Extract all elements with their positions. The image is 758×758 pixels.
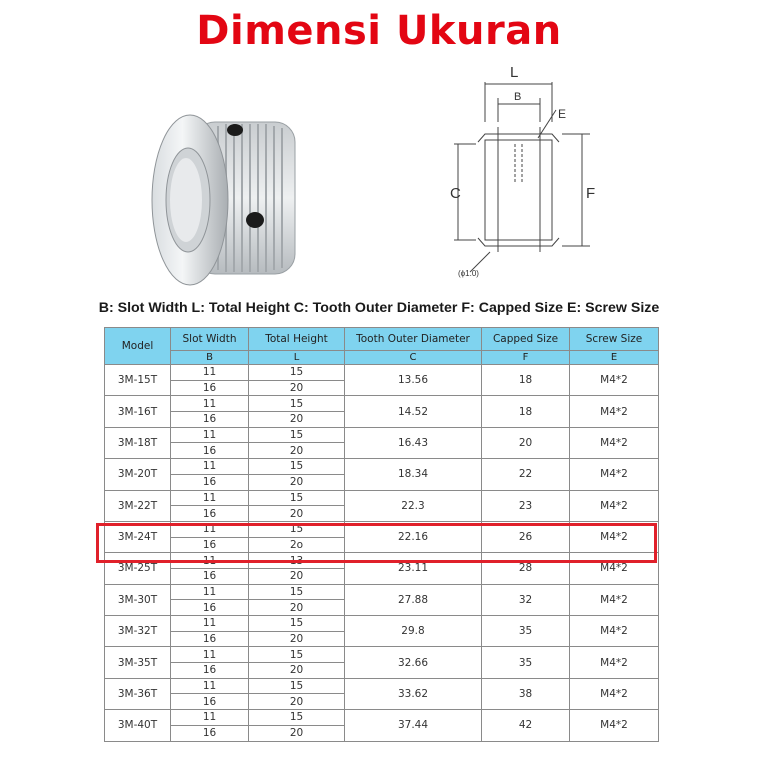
total-height-cell: 15 bbox=[249, 584, 345, 600]
subheader-f: F bbox=[482, 351, 570, 365]
total-height-cell: 15 bbox=[249, 710, 345, 726]
model-cell: 3M-30T bbox=[105, 584, 171, 615]
capped-size-cell: 18 bbox=[482, 396, 570, 427]
subheader-l: L bbox=[249, 351, 345, 365]
capped-size-cell: 22 bbox=[482, 459, 570, 490]
screw-size-cell: M4*2 bbox=[570, 710, 659, 741]
slot-width-cell: 11 bbox=[171, 521, 249, 537]
table-row bbox=[105, 396, 659, 412]
total-height-cell: 15 bbox=[249, 521, 345, 537]
label-e: E bbox=[558, 107, 567, 121]
subheader-b: B bbox=[171, 351, 249, 365]
total-height-cell: 15 bbox=[249, 490, 345, 506]
table-row bbox=[105, 710, 659, 726]
slot-width-cell: 11 bbox=[171, 490, 249, 506]
model-cell: 3M-35T bbox=[105, 647, 171, 678]
screw-size-cell: M4*2 bbox=[570, 521, 659, 552]
table-row bbox=[105, 647, 659, 663]
total-height-cell: 15 bbox=[249, 616, 345, 632]
header-screw-size: Screw Size bbox=[570, 328, 659, 351]
label-phi: (ϕ1.0) bbox=[458, 269, 479, 278]
model-cell: 3M-25T bbox=[105, 553, 171, 584]
tooth-outer-diameter-cell: 33.62 bbox=[345, 678, 482, 709]
model-cell: 3M-36T bbox=[105, 678, 171, 709]
table-row bbox=[105, 490, 659, 506]
tooth-outer-diameter-cell: 22.16 bbox=[345, 521, 482, 552]
tooth-outer-diameter-cell: 27.88 bbox=[345, 584, 482, 615]
capped-size-cell: 35 bbox=[482, 647, 570, 678]
screw-size-cell: M4*2 bbox=[570, 553, 659, 584]
table-row bbox=[105, 365, 659, 381]
total-height-cell: 15 bbox=[249, 678, 345, 694]
slot-width-cell: 11 bbox=[171, 584, 249, 600]
slot-width-cell: 11 bbox=[171, 616, 249, 632]
tooth-outer-diameter-cell: 22.3 bbox=[345, 490, 482, 521]
header-slot-width: Slot Width bbox=[171, 328, 249, 351]
label-f: F bbox=[586, 185, 596, 202]
screw-size-cell: M4*2 bbox=[570, 584, 659, 615]
tooth-outer-diameter-cell: 23.11 bbox=[345, 553, 482, 584]
total-height-cell: 15 bbox=[249, 427, 345, 443]
slot-width-cell: 11 bbox=[171, 427, 249, 443]
pulley-photo bbox=[150, 100, 310, 300]
model-cell: 3M-24T bbox=[105, 521, 171, 552]
header-capped-size: Capped Size bbox=[482, 328, 570, 351]
slot-width-cell: 16 bbox=[171, 725, 249, 741]
tooth-outer-diameter-cell: 32.66 bbox=[345, 647, 482, 678]
table-row bbox=[105, 584, 659, 600]
subheader-e: E bbox=[570, 351, 659, 365]
capped-size-cell: 20 bbox=[482, 427, 570, 458]
total-height-cell: 20 bbox=[249, 631, 345, 647]
slot-width-cell: 16 bbox=[171, 380, 249, 396]
total-height-cell: 20 bbox=[249, 725, 345, 741]
slot-width-cell: 11 bbox=[171, 647, 249, 663]
slot-width-cell: 11 bbox=[171, 553, 249, 569]
total-height-cell: 15 bbox=[249, 459, 345, 475]
total-height-cell: 20 bbox=[249, 694, 345, 710]
capped-size-cell: 38 bbox=[482, 678, 570, 709]
slot-width-cell: 16 bbox=[171, 506, 249, 522]
header-tooth-outer-diameter: Tooth Outer Diameter bbox=[345, 328, 482, 351]
total-height-cell: 15 bbox=[249, 396, 345, 412]
screw-size-cell: M4*2 bbox=[570, 490, 659, 521]
model-cell: 3M-32T bbox=[105, 616, 171, 647]
label-l: L bbox=[510, 64, 519, 81]
subheader-c: C bbox=[345, 351, 482, 365]
dimension-legend: B: Slot Width L: Total Height C: Tooth Outer Diameter F: Capped Size E: Screw Size bbox=[98, 300, 660, 316]
label-c: C bbox=[450, 185, 461, 202]
table-row bbox=[105, 616, 659, 632]
table-row bbox=[105, 427, 659, 443]
total-height-cell: 20 bbox=[249, 506, 345, 522]
total-height-cell: 20 bbox=[249, 412, 345, 428]
header-model: Model bbox=[105, 328, 171, 365]
table-row bbox=[105, 678, 659, 694]
total-height-cell: 20 bbox=[249, 380, 345, 396]
screw-size-cell: M4*2 bbox=[570, 427, 659, 458]
total-height-cell: 2o bbox=[249, 537, 345, 553]
header-total-height: Total Height bbox=[249, 328, 345, 351]
slot-width-cell: 11 bbox=[171, 710, 249, 726]
total-height-cell: 20 bbox=[249, 663, 345, 679]
slot-width-cell: 11 bbox=[171, 365, 249, 381]
slot-width-cell: 16 bbox=[171, 600, 249, 616]
total-height-cell: 13 bbox=[249, 553, 345, 569]
total-height-cell: 15 bbox=[249, 365, 345, 381]
model-cell: 3M-16T bbox=[105, 396, 171, 427]
screw-size-cell: M4*2 bbox=[570, 647, 659, 678]
slot-width-cell: 16 bbox=[171, 412, 249, 428]
slot-width-cell: 16 bbox=[171, 631, 249, 647]
label-b: B bbox=[514, 91, 522, 103]
tooth-outer-diameter-cell: 13.56 bbox=[345, 365, 482, 396]
tooth-outer-diameter-cell: 14.52 bbox=[345, 396, 482, 427]
dimension-drawing bbox=[430, 62, 610, 282]
model-cell: 3M-18T bbox=[105, 427, 171, 458]
tooth-outer-diameter-cell: 37.44 bbox=[345, 710, 482, 741]
total-height-cell: 15 bbox=[249, 647, 345, 663]
capped-size-cell: 23 bbox=[482, 490, 570, 521]
tooth-outer-diameter-cell: 29.8 bbox=[345, 616, 482, 647]
total-height-cell: 20 bbox=[249, 600, 345, 616]
slot-width-cell: 16 bbox=[171, 474, 249, 490]
capped-size-cell: 18 bbox=[482, 365, 570, 396]
total-height-cell: 20 bbox=[249, 443, 345, 459]
screw-size-cell: M4*2 bbox=[570, 616, 659, 647]
slot-width-cell: 11 bbox=[171, 459, 249, 475]
screw-size-cell: M4*2 bbox=[570, 678, 659, 709]
total-height-cell: 20 bbox=[249, 474, 345, 490]
total-height-cell: 20 bbox=[249, 568, 345, 584]
model-cell: 3M-40T bbox=[105, 710, 171, 741]
capped-size-cell: 35 bbox=[482, 616, 570, 647]
slot-width-cell: 16 bbox=[171, 537, 249, 553]
table-row bbox=[105, 459, 659, 475]
slot-width-cell: 16 bbox=[171, 694, 249, 710]
capped-size-cell: 28 bbox=[482, 553, 570, 584]
model-cell: 3M-15T bbox=[105, 365, 171, 396]
capped-size-cell: 42 bbox=[482, 710, 570, 741]
model-cell: 3M-20T bbox=[105, 459, 171, 490]
screw-size-cell: M4*2 bbox=[570, 459, 659, 490]
slot-width-cell: 11 bbox=[171, 678, 249, 694]
screw-size-cell: M4*2 bbox=[570, 365, 659, 396]
capped-size-cell: 32 bbox=[482, 584, 570, 615]
slot-width-cell: 16 bbox=[171, 568, 249, 584]
capped-size-cell: 26 bbox=[482, 521, 570, 552]
slot-width-cell: 16 bbox=[171, 663, 249, 679]
slot-width-cell: 16 bbox=[171, 443, 249, 459]
highlight-box bbox=[96, 523, 657, 563]
model-cell: 3M-22T bbox=[105, 490, 171, 521]
slot-width-cell: 11 bbox=[171, 396, 249, 412]
page-title: Dimensi Ukuran bbox=[196, 8, 562, 54]
tooth-outer-diameter-cell: 16.43 bbox=[345, 427, 482, 458]
screw-size-cell: M4*2 bbox=[570, 396, 659, 427]
tooth-outer-diameter-cell: 18.34 bbox=[345, 459, 482, 490]
